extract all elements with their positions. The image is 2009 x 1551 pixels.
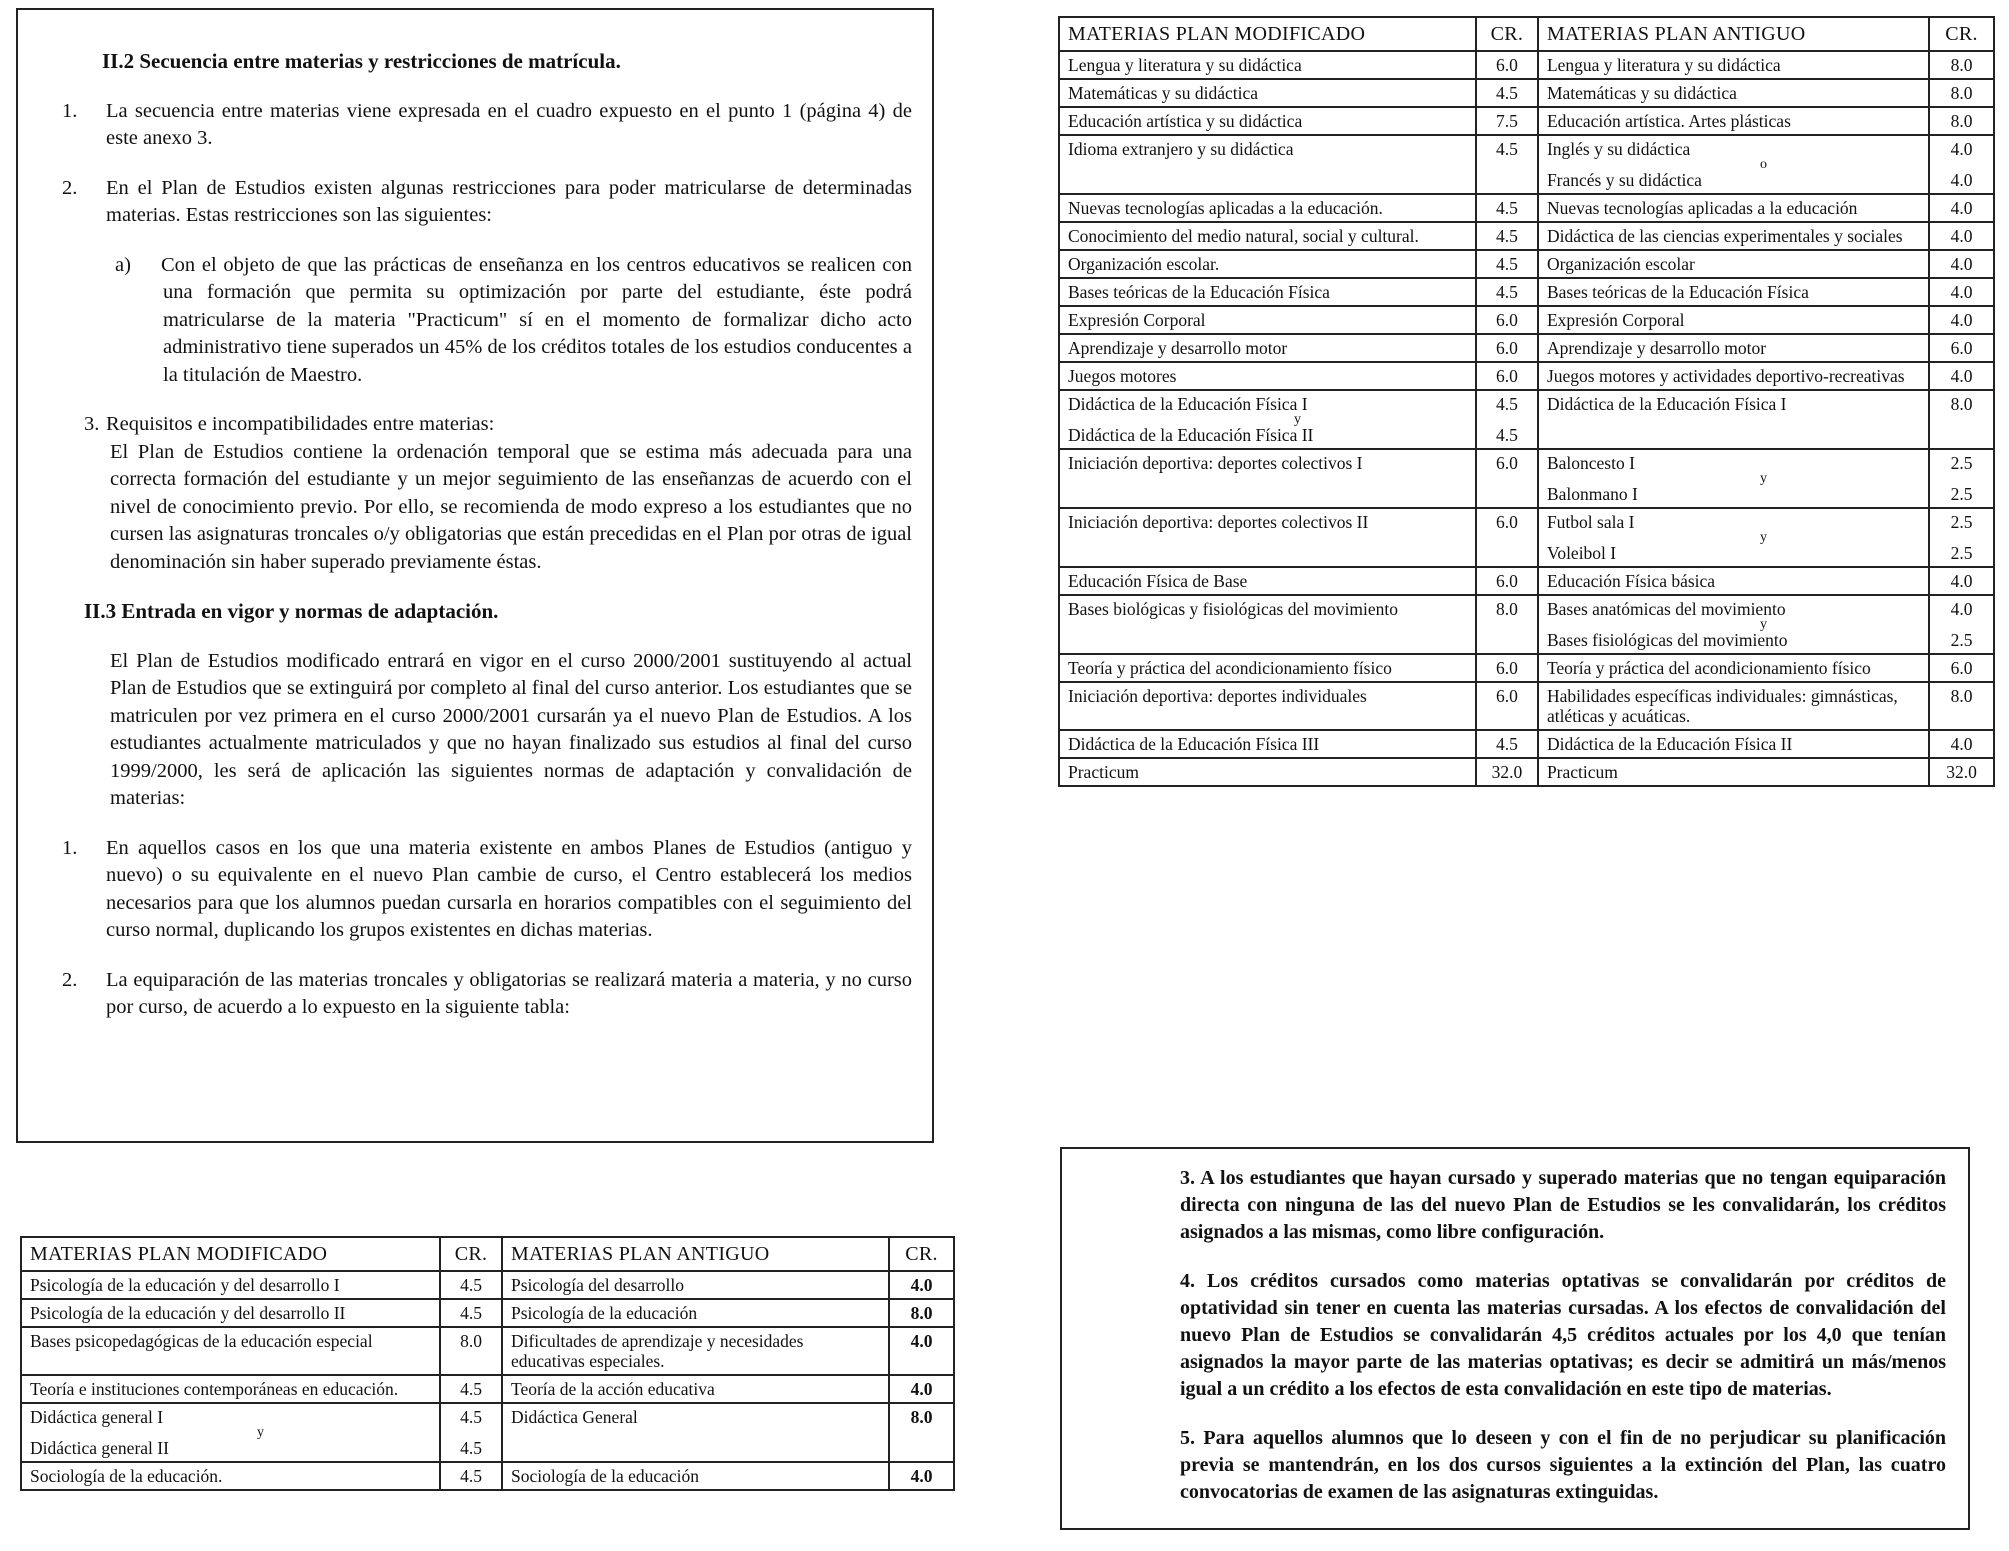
credits-value: 32.0 [1491, 762, 1523, 782]
paragraph-sequence [62, 98, 912, 153]
header-old-plan: MATERIAS PLAN ANTIGUO [1538, 17, 1929, 51]
regulations-text-box [16, 8, 934, 1143]
cell-old-credits [1929, 306, 1994, 334]
cell-modified-subject [1059, 250, 1476, 278]
table-row [1059, 508, 1994, 567]
cell-modified-subject [1059, 682, 1476, 730]
subject-name: Psicología de la educación y del desarrollo I [30, 1275, 340, 1295]
subject-name: Sociología de la educación [510, 1466, 700, 1486]
cell-old-credits [889, 1403, 954, 1462]
cell-modified-subject [21, 1271, 440, 1299]
credits-value: 6.0 [1496, 658, 1518, 678]
cell-modified-credits [1476, 194, 1538, 222]
subject-name: Baloncesto I [1546, 453, 1635, 473]
header-modified-plan: MATERIAS PLAN MODIFICADO [21, 1237, 440, 1271]
subject-name: Didáctica general I [30, 1407, 164, 1427]
rule-3-text: 3. A los estudiantes que hayan cursado y superado materias que no tengan equiparación directa con ninguna de las del nuevo Plan de Estudios se les convalidarán, los créditos asignados a las mismas, como libre configuración. [1180, 1167, 1946, 1243]
subject-name: Francés y su didáctica [1546, 170, 1702, 190]
paragraph-text: La equiparación de las materias troncales y obligatorias se realizará materia a materia, y no curso por curso, de acuerdo a lo expuesto en la siguiente tabla: [106, 968, 912, 1018]
cell-old-credits [889, 1462, 954, 1490]
credits-value: 6.0 [1496, 571, 1518, 591]
table-row [1059, 107, 1994, 135]
table-row [1059, 194, 1994, 222]
table-row [21, 1327, 954, 1375]
subject-name: Didáctica de las ciencias experimentales y sociales [1546, 226, 1903, 246]
cell-modified-subject [1059, 278, 1476, 306]
subject-name: Bases biológicas y fisiológicas del movimiento [1068, 599, 1399, 619]
cell-modified-subject [1059, 730, 1476, 758]
cell-old-credits [1929, 250, 1994, 278]
table-row [1059, 362, 1994, 390]
subject-name: Didáctica de la Educación Física I [1068, 394, 1308, 414]
subject-name: Sociología de la educación. [30, 1466, 223, 1486]
table-header-row [1059, 17, 1994, 51]
credits-value: 32.0 [1946, 762, 1977, 782]
cell-old-credits [1929, 595, 1994, 654]
section-title-sequence: II.2 Secuencia entre materias y restricciones de matrícula. [102, 49, 621, 73]
subject-name: Teoría de la acción educativa [510, 1379, 715, 1399]
subject-name: Voleibol I [1546, 543, 1617, 563]
cell-old-subject [1538, 79, 1929, 107]
cell-old-subject [1538, 334, 1929, 362]
cell-modified-credits [440, 1462, 502, 1490]
subject-name: Bases teóricas de la Educación Física [1546, 282, 1809, 302]
cell-modified-credits [1476, 51, 1538, 79]
cell-modified-credits [1476, 508, 1538, 567]
cell-old-subject [502, 1271, 889, 1299]
credits-value: 4.5 [1496, 83, 1518, 103]
paragraph-rule-2 [62, 967, 912, 1022]
subject-name: Aprendizaje y desarrollo motor [1068, 338, 1288, 358]
cell-modified-subject [1059, 654, 1476, 682]
cell-old-subject [1538, 449, 1929, 508]
equivalence-table-main [1058, 16, 1995, 787]
item-number: 1. [62, 836, 78, 859]
subject-name: Conocimiento del medio natural, social y cultural. [1068, 226, 1419, 246]
table-row [1059, 222, 1994, 250]
cell-modified-credits [1476, 306, 1538, 334]
subject-name: Bases anatómicas del movimiento [1546, 599, 1786, 619]
subject-name: Futbol sala I [1546, 512, 1635, 532]
item-letter: a) [115, 253, 131, 276]
credits-value: 6.0 [1950, 338, 1973, 358]
cell-old-credits [1929, 222, 1994, 250]
cell-modified-subject [21, 1375, 440, 1403]
table-row [1059, 250, 1994, 278]
table-row [21, 1403, 954, 1462]
subject-name: Lengua y literatura y su didáctica [1068, 55, 1302, 75]
section-title-adaptation: II.3 Entrada en vigor y normas de adaptación. [84, 599, 499, 623]
cell-old-credits [1929, 79, 1994, 107]
cell-old-credits [1929, 508, 1994, 567]
cell-old-credits [1929, 449, 1994, 508]
credits-value: 4.5 [1496, 734, 1518, 754]
table-row [1059, 334, 1994, 362]
cell-modified-subject [1059, 758, 1476, 786]
table-row [1059, 682, 1994, 730]
header-credits: CR. [440, 1237, 502, 1271]
cell-modified-credits [1476, 449, 1538, 508]
paragraph-requirements [84, 411, 912, 576]
cell-old-credits [889, 1299, 954, 1327]
cell-old-subject [1538, 51, 1929, 79]
cell-modified-credits [1476, 107, 1538, 135]
subject-name: Juegos motores y actividades deportivo-recreativas [1546, 366, 1905, 386]
subject-name: Didáctica general II [30, 1438, 169, 1458]
paragraph-heading: Requisitos e incompatibilidades entre materias: [106, 413, 495, 435]
credits-value: 4.0 [910, 1466, 933, 1486]
credits-value: 4.0 [910, 1379, 933, 1399]
cell-modified-subject [1059, 362, 1476, 390]
table-body [1059, 51, 1994, 786]
regulations-text [62, 48, 912, 1022]
cell-old-subject [1538, 222, 1929, 250]
header-old-plan: MATERIAS PLAN ANTIGUO [502, 1237, 889, 1271]
cell-modified-subject [21, 1327, 440, 1375]
cell-old-credits [1929, 682, 1994, 730]
subject-name: Expresión Corporal [1546, 310, 1685, 330]
cell-modified-subject [1059, 194, 1476, 222]
cell-modified-subject [1059, 222, 1476, 250]
credits-value: 2.5 [1950, 630, 1973, 650]
credits-value: 4.0 [910, 1331, 933, 1351]
equivalence-table-secondary [20, 1236, 955, 1491]
paragraph-rule-1 [62, 835, 912, 945]
credits-value: 4.0 [1950, 282, 1973, 302]
credits-value: 4.0 [1950, 734, 1973, 754]
subject-name: Organización escolar [1546, 254, 1695, 274]
cell-modified-subject [1059, 306, 1476, 334]
credits-value: 4.5 [460, 1466, 482, 1486]
cell-old-subject [1538, 107, 1929, 135]
credits-value: 6.0 [1950, 658, 1973, 678]
credits-value: 6.0 [1496, 366, 1518, 386]
subject-name: Psicología de la educación [510, 1303, 698, 1323]
rule-4-text: 4. Los créditos cursados como materias optativas se convalidarán por créditos de optatividad sin tener en cuenta las materias cursadas. A los efectos de convalidación del nuevo Plan de Estudios se convalidarán 4,5 créditos actuales por los 4,0 que tenían asignados la mayor parte de las materias optativas; es decir se admitirá un más/menos igual a un crédito a los efectos de esta convalidación en este tipo de materias. [1180, 1270, 1946, 1400]
header-modified-plan: MATERIAS PLAN MODIFICADO [1059, 17, 1476, 51]
table-row [1059, 278, 1994, 306]
header-credits: CR. [1929, 17, 1994, 51]
credits-value: 2.5 [1950, 512, 1973, 532]
cell-old-subject [502, 1462, 889, 1490]
subject-name: Teoría e instituciones contemporáneas en educación. [30, 1379, 399, 1399]
credits-value: 8.0 [910, 1407, 933, 1427]
cell-modified-credits [1476, 758, 1538, 786]
cell-modified-subject [21, 1403, 440, 1462]
subject-name: Iniciación deportiva: deportes colectivos II [1068, 512, 1369, 532]
cell-old-credits [1929, 278, 1994, 306]
cell-old-credits [1929, 51, 1994, 79]
cell-modified-credits [1476, 79, 1538, 107]
paragraph-text: El Plan de Estudios contiene la ordenación temporal que se estima más adecuada para una correcta formación del estudiante y un mejor seguimiento de las enseñanzas de acuerdo con el nivel de conocimiento previo. Por ello, se recomienda de modo expreso a los estudiantes que no cursen las asignaturas troncales o/y obligatorias que están precedidas en el Plan por otras de igual denominación sin haber superado previamente éstas. [110, 440, 912, 573]
cell-old-credits [1929, 194, 1994, 222]
cell-modified-credits [1476, 334, 1538, 362]
subject-name: Psicología de la educación y del desarrollo II [30, 1303, 346, 1323]
credits-value: 4.0 [1950, 366, 1973, 386]
cell-modified-credits [1476, 362, 1538, 390]
credits-value: 4.5 [1496, 198, 1518, 218]
cell-old-subject [1538, 730, 1929, 758]
cell-modified-subject [21, 1462, 440, 1490]
cell-modified-credits [1476, 278, 1538, 306]
subject-name: Educación Física de Base [1068, 571, 1248, 591]
subject-name: Didáctica de la Educación Física I [1546, 394, 1787, 414]
credits-value: 8.0 [1950, 83, 1973, 103]
credits-value: 6.0 [1496, 453, 1518, 473]
cell-old-subject [1538, 567, 1929, 595]
credits-value: 4.5 [1496, 425, 1518, 445]
paragraph-text: La secuencia entre materias viene expresada en el cuadro expuesto en el punto 1 (página 4) de este anexo 3. [106, 99, 912, 149]
cell-old-credits [1929, 107, 1994, 135]
cell-modified-subject [1059, 107, 1476, 135]
subject-name: Matemáticas y su didáctica [1546, 83, 1737, 103]
subject-name: Habilidades específicas individuales: gimnásticas, atléticas y acuáticas. [1546, 686, 1898, 726]
credits-value: 6.0 [1496, 310, 1518, 330]
cell-modified-credits [1476, 730, 1538, 758]
cell-modified-credits [1476, 250, 1538, 278]
table-row [1059, 567, 1994, 595]
conjunction: y [1759, 617, 1767, 632]
subject-name: Balonmano I [1546, 484, 1638, 504]
credits-value: 4.5 [1496, 394, 1518, 414]
cell-old-credits [1929, 758, 1994, 786]
credits-value: 4.5 [1496, 139, 1518, 159]
cell-old-subject [1538, 278, 1929, 306]
cell-old-subject [1538, 758, 1929, 786]
conjunction: y [1293, 412, 1301, 427]
cell-old-credits [1929, 135, 1994, 194]
subject-name: Iniciación deportiva: deportes individuales [1068, 686, 1367, 706]
subject-name: Organización escolar. [1068, 254, 1220, 274]
subject-name: Nuevas tecnologías aplicadas a la educación [1546, 198, 1858, 218]
conjunction: y [1759, 530, 1767, 545]
subject-name: Iniciación deportiva: deportes colectivos I [1068, 453, 1363, 473]
paragraph-text: Con el objeto de que las prácticas de enseñanza en los centros educativos se realicen con una formación que permita su optimización por parte del estudiante, éste podrá matricularse de la materia "Practicum" sí en el momento de formalizar dicho acto administrativo tiene superados un 45% de los créditos totales de los estudios conducentes a la titulación de Maestro. [161, 253, 912, 386]
cell-modified-credits [1476, 567, 1538, 595]
subject-name: Didáctica de la Educación Física II [1068, 425, 1314, 445]
cell-old-credits [1929, 334, 1994, 362]
credits-value: 4.0 [1950, 170, 1973, 190]
credits-value: 4.5 [460, 1438, 482, 1458]
credits-value: 8.0 [910, 1303, 933, 1323]
credits-value: 4.0 [1950, 226, 1973, 246]
table-row [1059, 135, 1994, 194]
cell-modified-subject [1059, 51, 1476, 79]
subject-name: Didáctica General [510, 1407, 638, 1427]
credits-value: 4.5 [460, 1379, 482, 1399]
cell-old-credits [889, 1271, 954, 1299]
item-number: 2. [62, 176, 78, 199]
subject-name: Expresión Corporal [1068, 310, 1206, 330]
cell-old-subject [1538, 508, 1929, 567]
cell-modified-subject [1059, 390, 1476, 449]
cell-modified-subject [1059, 135, 1476, 194]
subject-name: Teoría y práctica del acondicionamiento físico [1068, 658, 1392, 678]
credits-value: 4.0 [1950, 139, 1973, 159]
cell-old-subject [1538, 390, 1929, 449]
credits-value: 6.0 [1496, 686, 1518, 706]
cell-old-credits [1929, 390, 1994, 449]
cell-old-subject [502, 1327, 889, 1375]
subject-name: Practicum [1546, 762, 1618, 782]
table-row [1059, 654, 1994, 682]
conjunction: y [257, 1425, 265, 1440]
subject-name: Aprendizaje y desarrollo motor [1546, 338, 1767, 358]
table-row [21, 1271, 954, 1299]
rule-5-text: 5. Para aquellos alumnos que lo deseen y con el fin de no perjudicar su planificación previa se mantendrán, en los dos cursos siguientes a la extinción del Plan, las cuatro convocatorias de examen de las asignaturas extinguidas. [1180, 1427, 1946, 1503]
cell-modified-credits [1476, 390, 1538, 449]
cell-modified-subject [1059, 79, 1476, 107]
cell-old-credits [1929, 567, 1994, 595]
credits-value: 4.0 [1950, 571, 1973, 591]
subject-name: Matemáticas y su didáctica [1068, 83, 1258, 103]
item-number: 3. [84, 413, 100, 435]
paragraph-practicum [115, 252, 912, 390]
credits-value: 4.5 [460, 1407, 482, 1427]
subject-name: Bases teóricas de la Educación Física [1068, 282, 1330, 302]
table-row [21, 1375, 954, 1403]
cell-old-subject [502, 1299, 889, 1327]
credits-value: 4.0 [1950, 254, 1973, 274]
item-number: 2. [62, 968, 78, 991]
cell-modified-credits [440, 1271, 502, 1299]
table-row [1059, 51, 1994, 79]
subject-name: Bases fisiológicas del movimiento [1546, 630, 1788, 650]
credits-value: 8.0 [1950, 686, 1973, 706]
cell-modified-credits [1476, 135, 1538, 194]
cell-modified-subject [21, 1299, 440, 1327]
subject-name: Inglés y su didáctica [1546, 139, 1691, 159]
subject-name: Psicología del desarrollo [510, 1275, 685, 1295]
subject-name: Educación artística y su didáctica [1068, 111, 1303, 131]
table-row [1059, 758, 1994, 786]
subject-name: Educación artística. Artes plásticas [1546, 111, 1791, 131]
cell-modified-credits [440, 1299, 502, 1327]
cell-old-subject [1538, 682, 1929, 730]
paragraph-restrictions [62, 175, 912, 230]
subject-name: Juegos motores [1068, 366, 1177, 386]
convalidation-rules-box [1060, 1147, 1970, 1530]
table-row [1059, 390, 1994, 449]
subject-name: Dificultades de aprendizaje y necesidades educativas especiales. [510, 1331, 804, 1371]
table-row [21, 1462, 954, 1490]
credits-value: 4.5 [1496, 226, 1518, 246]
cell-modified-credits [440, 1375, 502, 1403]
conjunction: y [1759, 471, 1767, 486]
cell-modified-credits [440, 1327, 502, 1375]
cell-old-credits [1929, 654, 1994, 682]
subject-name: Lengua y literatura y su didáctica [1546, 55, 1781, 75]
cell-old-subject [1538, 250, 1929, 278]
cell-old-credits [1929, 362, 1994, 390]
cell-old-subject [1538, 194, 1929, 222]
cell-modified-subject [1059, 595, 1476, 654]
cell-modified-subject [1059, 334, 1476, 362]
cell-modified-subject [1059, 567, 1476, 595]
cell-modified-credits [1476, 595, 1538, 654]
cell-modified-subject [1059, 449, 1476, 508]
cell-modified-credits [440, 1403, 502, 1462]
subject-name: Idioma extranjero y su didáctica [1068, 139, 1294, 159]
cell-old-subject [1538, 654, 1929, 682]
cell-modified-credits [1476, 222, 1538, 250]
cell-old-subject [1538, 595, 1929, 654]
subject-name: Teoría y práctica del acondicionamiento físico [1546, 658, 1871, 678]
cell-old-credits [1929, 730, 1994, 758]
item-number: 1. [62, 99, 78, 122]
credits-value: 6.0 [1496, 338, 1518, 358]
table-row [1059, 595, 1994, 654]
table-row [1059, 730, 1994, 758]
credits-value: 8.0 [1950, 55, 1973, 75]
credits-value: 6.0 [1496, 55, 1518, 75]
subject-name: Didáctica de la Educación Física III [1068, 734, 1320, 754]
cell-modified-subject [1059, 508, 1476, 567]
credits-value: 4.5 [1496, 254, 1518, 274]
subject-name: Nuevas tecnologías aplicadas a la educación. [1068, 198, 1383, 218]
credits-value: 8.0 [460, 1331, 482, 1351]
credits-value: 8.0 [1496, 599, 1518, 619]
paragraph-text: En el Plan de Estudios existen algunas restricciones para poder matricularse de determinadas materias. Estas restricciones son las siguientes: [106, 176, 912, 226]
credits-value: 8.0 [1950, 111, 1973, 131]
credits-value: 2.5 [1950, 453, 1973, 473]
subject-name: Bases psicopedagógicas de la educación especial [30, 1331, 373, 1351]
credits-value: 4.5 [1496, 282, 1518, 302]
credits-value: 7.5 [1496, 111, 1518, 131]
table-row [1059, 79, 1994, 107]
cell-old-subject [1538, 135, 1929, 194]
credits-value: 2.5 [1950, 543, 1973, 563]
credits-value: 6.0 [1496, 512, 1518, 532]
cell-old-subject [502, 1375, 889, 1403]
subject-name: Didáctica de la Educación Física II [1546, 734, 1793, 754]
header-credits: CR. [889, 1237, 954, 1271]
credits-value: 4.5 [460, 1303, 482, 1323]
paragraph-intro: El Plan de Estudios modificado entrará en vigor en el curso 2000/2001 sustituyendo al actual Plan de Estudios que se extinguirá por completo al final del curso anterior. Los estudiantes que se matriculen por vez primera en el curso 2000/2001 cursarán ya el nuevo Plan de Estudios. A los estudiantes actualmente matriculados y que no hayan finalizado sus estudios al final del curso 1999/2000, les será de aplicación las siguientes normas de adaptación y convalidación de materias: [110, 649, 912, 809]
credits-value: 4.0 [1950, 599, 1973, 619]
credits-value: 4.0 [1950, 310, 1973, 330]
credits-value: 4.5 [460, 1275, 482, 1295]
cell-old-subject [502, 1403, 889, 1462]
cell-old-credits [889, 1327, 954, 1375]
table-row [1059, 306, 1994, 334]
table-body [21, 1271, 954, 1490]
credits-value: 4.0 [910, 1275, 933, 1295]
cell-modified-credits [1476, 682, 1538, 730]
conjunction: o [1759, 157, 1767, 172]
subject-name: Practicum [1068, 762, 1139, 782]
table-header-row [21, 1237, 954, 1271]
cell-old-credits [889, 1375, 954, 1403]
credits-value: 4.0 [1950, 198, 1973, 218]
cell-old-subject [1538, 306, 1929, 334]
paragraph-text: En aquellos casos en los que una materia existente en ambos Planes de Estudios (antiguo y nuevo) o su equivalente en el nuevo Plan cambie de curso, el Centro establecerá los medios necesarios para que los alumnos puedan cursarla en horarios compatibles con el seguimiento del curso normal, duplicando los grupos existentes en dichas materias. [106, 836, 912, 941]
subject-name: Educación Física básica [1546, 571, 1716, 591]
table-row [21, 1299, 954, 1327]
table-row [1059, 449, 1994, 508]
cell-modified-credits [1476, 654, 1538, 682]
credits-value: 8.0 [1950, 394, 1973, 414]
header-credits: CR. [1476, 17, 1538, 51]
credits-value: 2.5 [1950, 484, 1973, 504]
cell-old-subject [1538, 362, 1929, 390]
